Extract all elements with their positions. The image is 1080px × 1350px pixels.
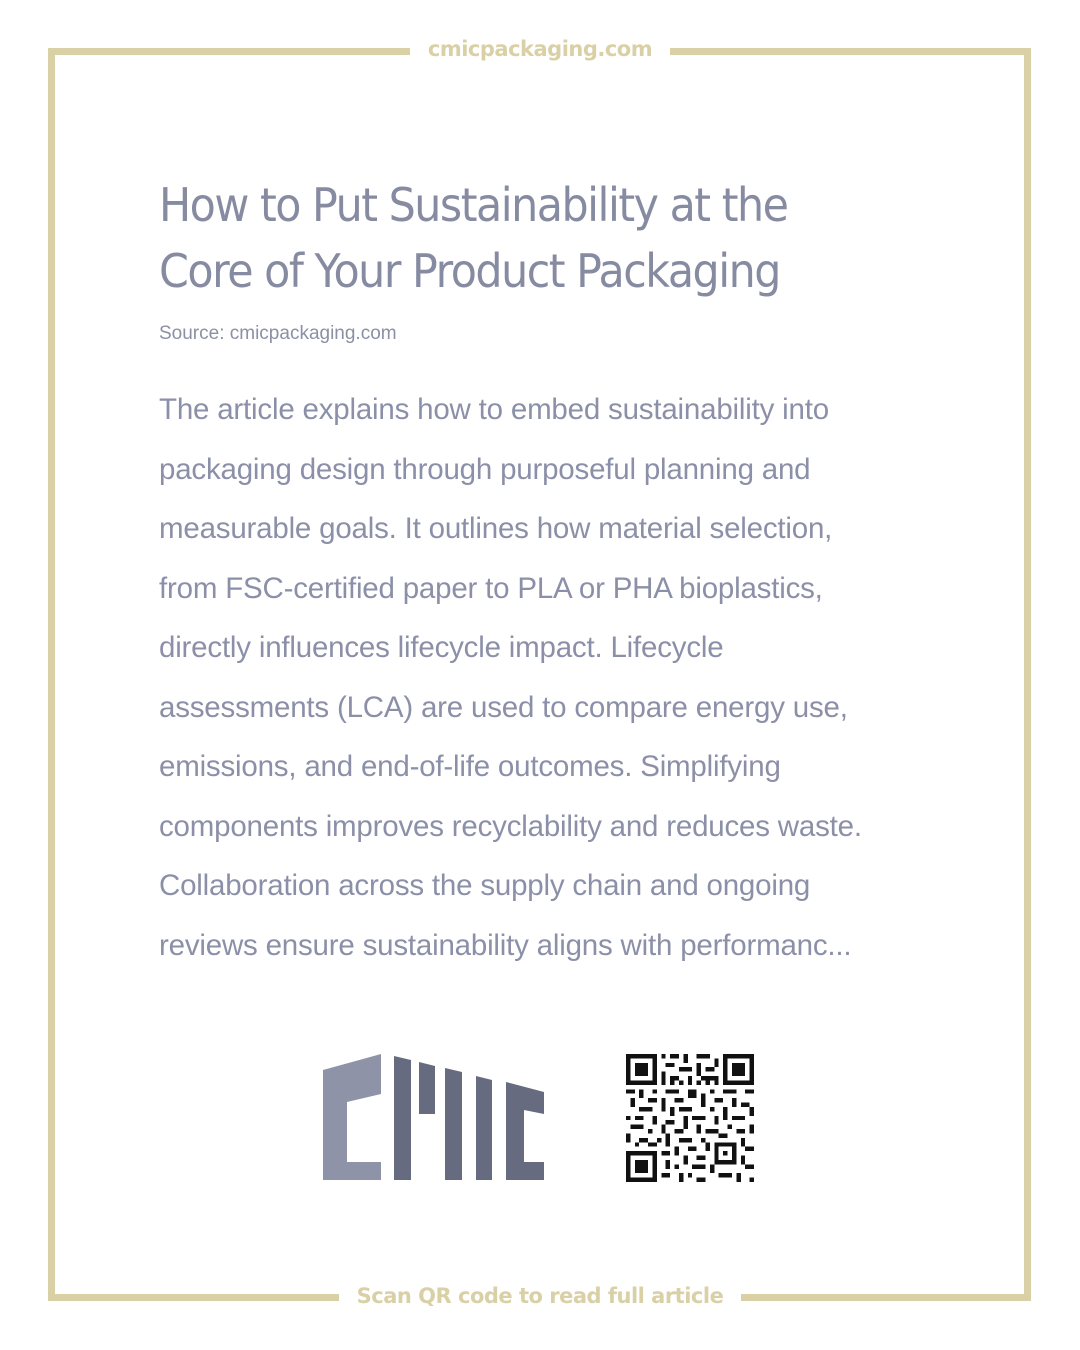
frame-top-label: [0, 37, 1080, 61]
summary-line: emissions, and end-of-life outcomes. Simplifying: [159, 750, 781, 783]
scan-qr-caption: Scan QR code to read full article: [339, 1284, 742, 1308]
article-title: [159, 172, 903, 304]
cmic-logo-icon: [322, 1052, 546, 1187]
summary-line: Collaboration across the supply chain and ongoing: [159, 869, 811, 902]
summary-line: directly influences lifecycle impact. Lifecycle: [159, 631, 724, 664]
summary-line: reviews ensure sustainability aligns with performanc...: [159, 928, 852, 962]
frame-bottom-label: [0, 1284, 1080, 1308]
title-line: Core of Your Product Packaging: [159, 244, 780, 298]
summary-line: from FSC-certified paper to PLA or PHA bioplastics,: [159, 571, 823, 605]
website-label[interactable]: cmicpackaging.com: [410, 37, 670, 61]
summary-line: The article explains how to embed sustainability into: [159, 393, 829, 426]
qr-code-icon[interactable]: [626, 1054, 754, 1187]
summary-line: components improves recyclability and reduces waste.: [159, 809, 862, 843]
title-line: How to Put Sustainability at the: [159, 178, 788, 232]
article-source: Source: cmicpackaging.com: [159, 323, 397, 344]
summary-line: measurable goals. It outlines how material selection,: [159, 512, 833, 545]
article-summary: [159, 380, 959, 975]
summary-line: packaging design through purposeful planning and: [159, 452, 811, 486]
summary-line: assessments (LCA) are used to compare energy use,: [159, 690, 848, 724]
